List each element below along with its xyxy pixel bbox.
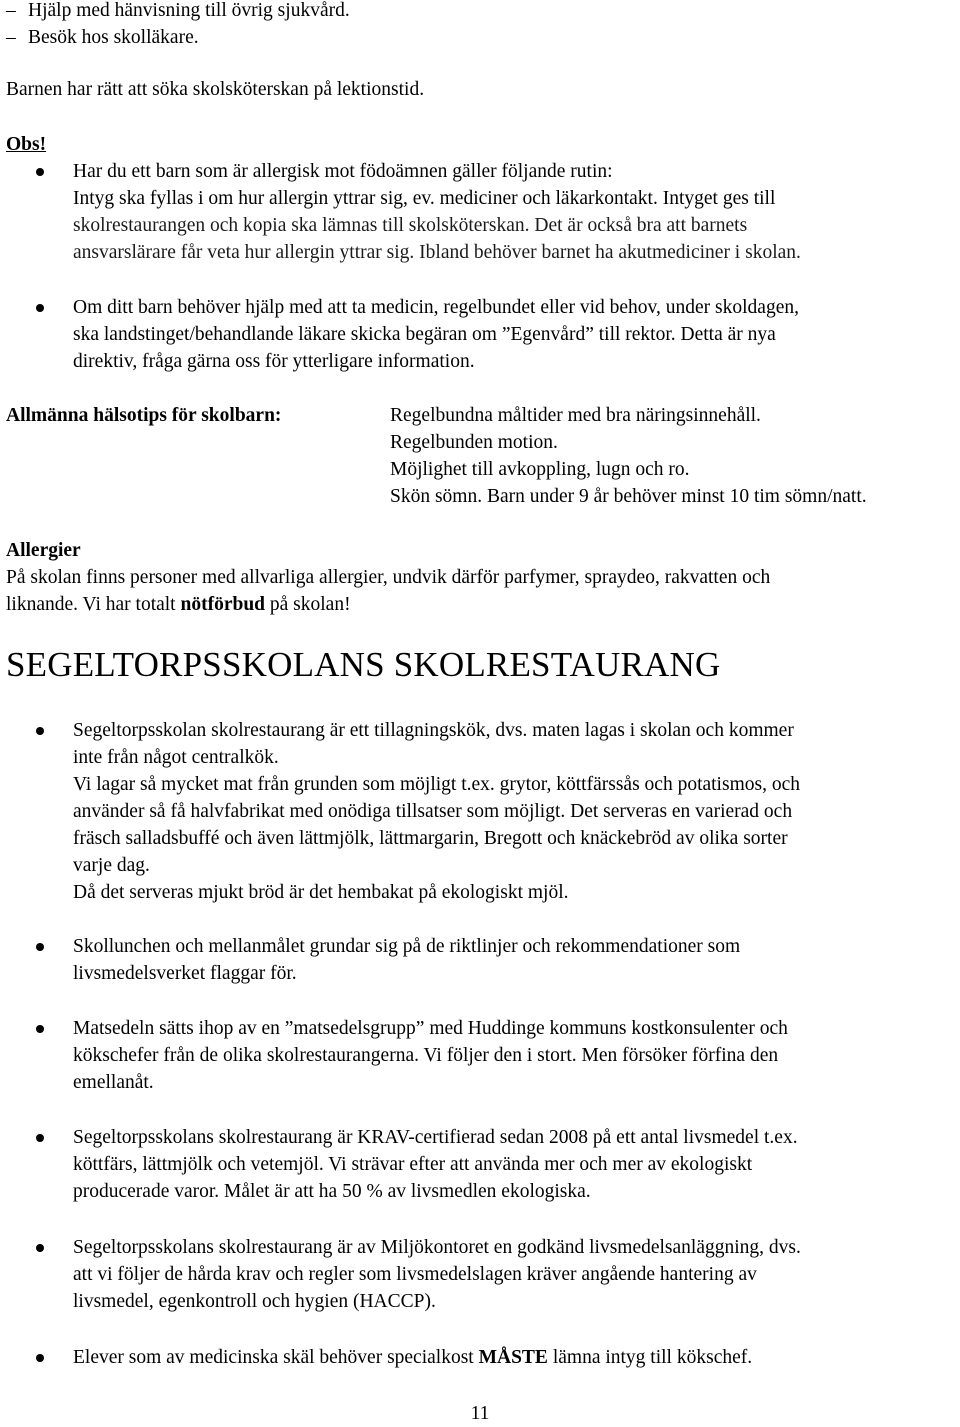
obs-bullet-line: Intyg ska fyllas i om hur allergin yttrar sig, ev. mediciner och läkarkontakt. Intyget ges till	[73, 188, 776, 209]
obs-bullet-line: ska landstinget/behandlande läkare skicka begäran om ”Egenvård” till rektor. Detta är nya	[73, 324, 776, 345]
dash-item-text: Besök hos skolläkare.	[28, 27, 199, 48]
allergies-heading: Allergier	[6, 540, 81, 561]
restaurant-bullet-line: inte från något centralkök.	[73, 747, 279, 768]
health-tips	[6, 402, 956, 510]
allergies-section	[6, 537, 956, 618]
obs-label: Obs!	[6, 134, 47, 155]
obs-bullet-line: Om ditt barn behöver hjälp med att ta medicin, regelbundet eller vid behov, under skoldagen,	[73, 297, 799, 318]
restaurant-bullet	[6, 933, 740, 987]
special-diet-bullet	[6, 1344, 752, 1371]
page-number: 11	[470, 1403, 490, 1424]
obs-bullet	[6, 294, 799, 375]
special-diet-text: Elever som av medicinska skäl behöver specialkost	[73, 1347, 479, 1368]
restaurant-bullet-line: Vi lagar så mycket mat från grunden som möjligt t.ex. grytor, köttfärssås och potatismos, och	[73, 774, 800, 795]
bullet-dot	[36, 168, 44, 176]
health-tip-item: Skön sömn. Barn under 9 år behöver minst 10 tim sömn/natt.	[390, 486, 867, 507]
dash-item-text: Hjälp med hänvisning till övrig sjukvård.	[28, 0, 350, 21]
health-tip-item: Regelbundna måltider med bra näringsinnehåll.	[390, 405, 761, 426]
restaurant-bullet-line: Segeltorpsskolans skolrestaurang är KRAV-certifierad sedan 2008 på ett antal livsmedel t.ex.	[73, 1127, 798, 1148]
restaurant-bullet	[6, 1234, 801, 1315]
health-tip-item: Möjlighet till avkoppling, lugn och ro.	[390, 459, 690, 480]
restaurant-bullet	[6, 717, 800, 906]
restaurant-bullet-line: emellanåt.	[73, 1072, 154, 1093]
health-tips-list	[390, 402, 867, 510]
restaurant-bullet	[6, 1015, 788, 1096]
must-emphasis: MÅSTE	[478, 1347, 548, 1368]
nut-ban-emphasis: nötförbud	[180, 594, 266, 615]
dash-marker: –	[6, 0, 16, 21]
dash-item	[6, 0, 350, 24]
restaurant-bullet-line: Segeltorpsskolans skolrestaurang är av Miljökontoret en godkänd livsmedelsanläggning, dvs.	[73, 1237, 801, 1258]
bullet-dot	[36, 1025, 44, 1033]
restaurant-bullet-line: livsmedel, egenkontroll och hygien (HACCP).	[73, 1291, 436, 1312]
restaurant-bullet-line: Segeltorpsskolan skolrestaurang är ett tillagningskök, dvs. maten lagas i skolan och kommer	[73, 720, 794, 741]
health-tips-label: Allmänna hälsotips för skolbarn:	[6, 405, 282, 426]
bullet-dot	[36, 1354, 44, 1362]
bullet-dot	[36, 727, 44, 735]
obs-bullet-line: direktiv, fråga gärna oss för ytterligare information.	[73, 351, 475, 372]
obs-bullet-line: skolrestaurangen och kopia ska lämnas till skolsköterskan. Det är också bra att barnets	[73, 215, 748, 236]
restaurant-bullet-line: Då det serveras mjukt bröd är det hembakat på ekologiskt mjöl.	[73, 882, 569, 903]
bullet-dot	[36, 304, 44, 312]
restaurant-bullet-line: fräsch salladsbuffé och även lättmjölk, lättmargarin, Bregott och knäckebröd av olika sorter	[73, 828, 788, 849]
restaurant-bullet-line: livsmedelsverket flaggar för.	[73, 963, 297, 984]
restaurant-bullet-line: producerade varor. Målet är att ha 50 % av livsmedlen ekologiska.	[73, 1181, 591, 1202]
restaurant-bullet-line: att vi följer de hårda krav och regler som livsmedelslagen kräver angående hantering av	[73, 1264, 757, 1285]
obs-bullet-line: Har du ett barn som är allergisk mot födoämnen gäller följande rutin:	[73, 161, 613, 182]
dash-marker: –	[6, 27, 16, 48]
allergies-line-text: liknande. Vi har totalt	[6, 594, 181, 615]
dash-item	[6, 24, 350, 51]
bullet-dot	[36, 943, 44, 951]
bullet-dot	[36, 1134, 44, 1142]
restaurant-bullet-line: Matsedeln sätts ihop av en ”matsedelsgrupp” med Huddinge kommuns kostkonsulenter och	[73, 1018, 788, 1039]
restaurant-bullet-line: använder så få halvfabrikat med onödiga tillsatser som möjligt. Det serveras en varierad och	[73, 801, 793, 822]
restaurant-bullet-line: kökschefer från de olika skolrestaurangerna. Vi följer den i stort. Men försöker förfina den	[73, 1045, 779, 1066]
lesson-time-paragraph: Barnen har rätt att söka skolsköterskan på lektionstid.	[6, 79, 425, 100]
obs-bullet	[6, 158, 801, 266]
special-diet-line	[73, 1344, 752, 1371]
obs-bullet-line: ansvarslärare får veta hur allergin yttrar sig. Ibland behöver barnet ha akutmediciner i skolan.	[73, 242, 801, 263]
allergies-line: På skolan finns personer med allvarliga allergier, undvik därför parfymer, spraydeo, rakvatten och	[6, 567, 771, 588]
restaurant-bullet-line: köttfärs, lättmjölk och vetemjöl. Vi strävar efter att använda mer och mer av ekologiskt	[73, 1154, 753, 1175]
restaurant-bullet-line: varje dag.	[73, 855, 150, 876]
allergies-line	[6, 591, 956, 618]
restaurant-bullet-line: Skollunchen och mellanmålet grundar sig på de riktlinjer och rekommendationer som	[73, 936, 741, 957]
special-diet-text: lämna intyg till kökschef.	[547, 1347, 753, 1368]
restaurant-heading: SEGELTORPSSKOLANS SKOLRESTAURANG	[6, 645, 721, 684]
bullet-dot	[36, 1244, 44, 1252]
allergies-line-text: på skolan!	[265, 594, 351, 615]
health-tip-item: Regelbunden motion.	[390, 432, 558, 453]
restaurant-bullet	[6, 1124, 798, 1205]
dash-list	[6, 0, 350, 51]
